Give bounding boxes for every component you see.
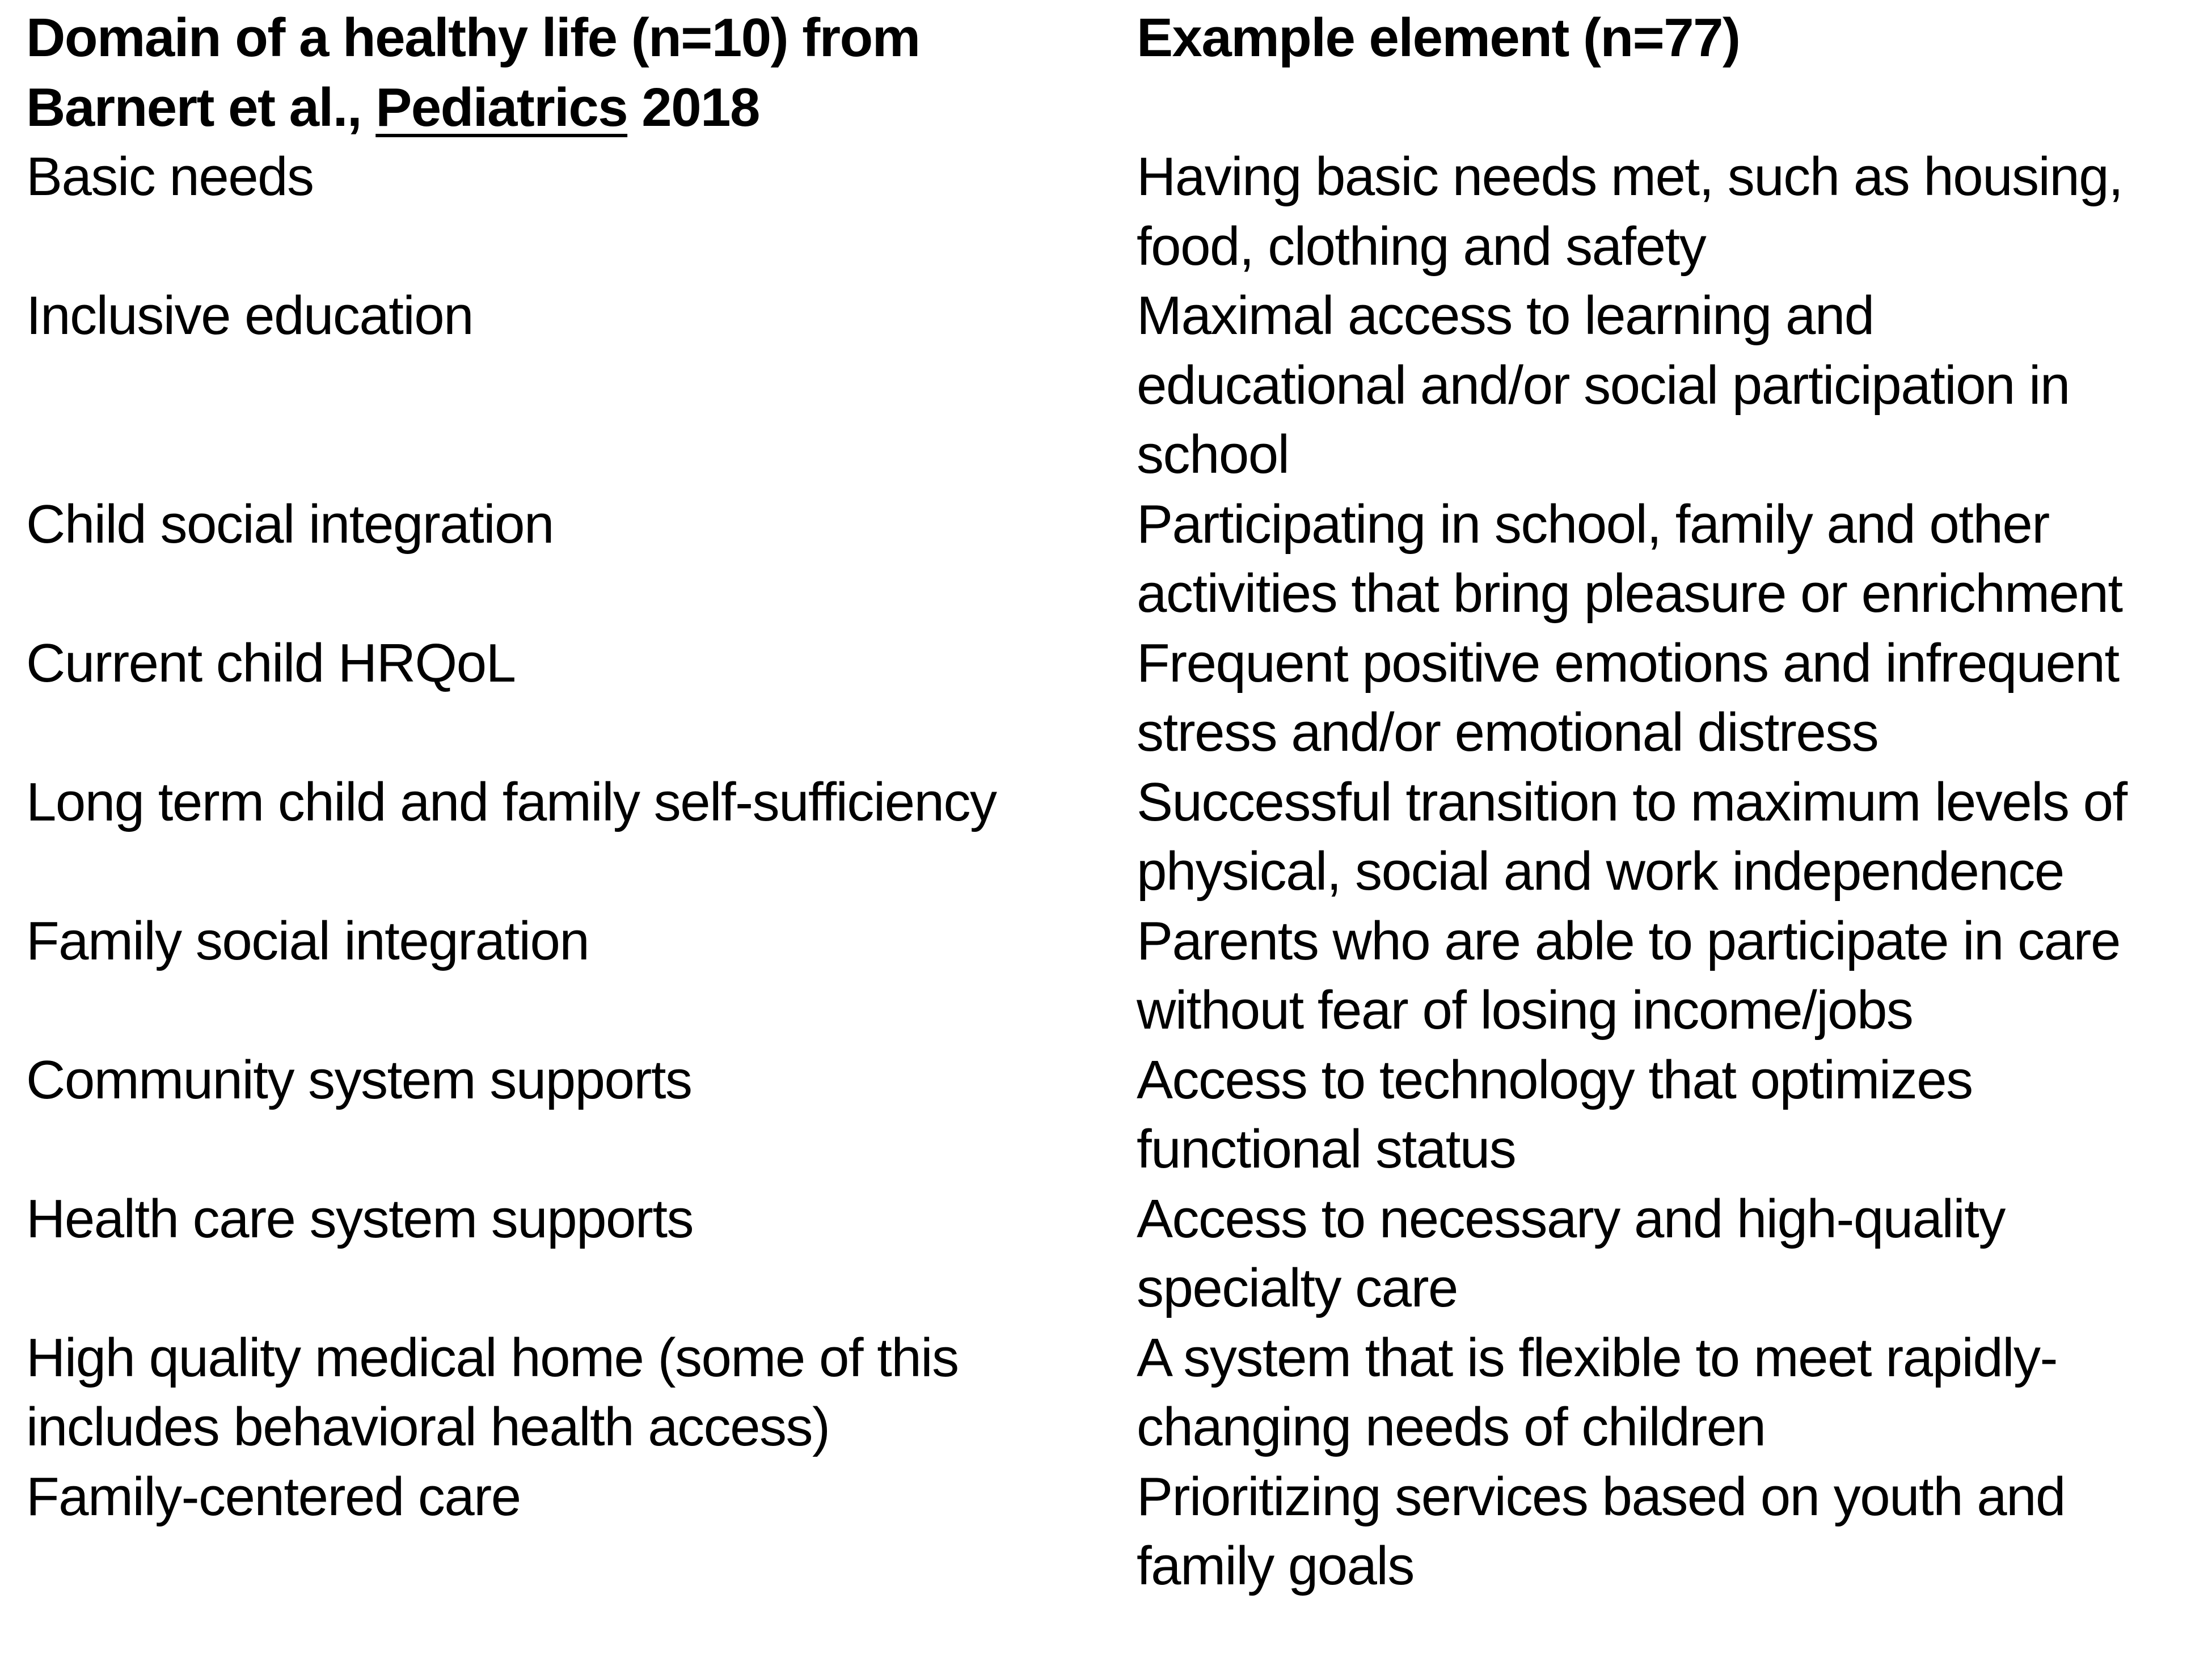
domain-line: High quality medical home (some of this [26,1327,959,1388]
example-line: without fear of losing income/jobs [1137,980,1913,1041]
example-line: Maximal access to learning and [1137,285,1874,346]
example-line: Successful transition to maximum levels of [1137,771,2127,832]
example-cell [1137,1185,2193,1323]
example-line: Frequent positive emotions and infrequent [1137,632,2119,693]
example-cell [1137,1462,2193,1601]
domain-cell [26,281,1137,351]
example-line: Prioritizing services based on youth and [1137,1466,2065,1527]
domain-cell [26,1462,1137,1532]
example-line: physical, social and work independence [1137,841,2064,902]
domain-cell [26,768,1137,838]
example-line: family goals [1137,1536,1414,1596]
domain-cell [26,1323,1137,1462]
table-row [26,142,2193,281]
table-row [26,490,2193,629]
header-example-label: Example element (n=77) [1137,7,1740,68]
example-cell [1137,142,2193,281]
table-row [26,1046,2193,1185]
example-line: food, clothing and safety [1137,215,1706,277]
table-row [26,1462,2193,1601]
domain-line: Family social integration [26,910,589,971]
header-citation-year: 2018 [627,77,759,138]
example-line: activities that bring pleasure or enrichment [1137,563,2122,624]
domain-cell [26,142,1137,212]
header-citation-journal: Pediatrics [375,77,628,138]
domain-line: Child social integration [26,493,554,555]
domain-cell [26,490,1137,560]
example-cell [1137,629,2193,768]
table-row [26,768,2193,907]
example-cell [1137,1046,2193,1185]
example-line: stress and/or emotional distress [1137,702,1878,763]
example-line: Access to necessary and high-quality [1137,1188,2005,1249]
example-cell [1137,1323,2193,1462]
header-citation-authors: Barnert et al., [26,77,376,138]
example-line: A system that is flexible to meet rapidly- [1137,1327,2057,1388]
example-line: Having basic needs met, such as housing, [1137,146,2123,207]
header-domain-column [26,3,1137,142]
domain-line: Community system supports [26,1049,692,1110]
domain-line: Inclusive education [26,285,474,346]
table-row [26,629,2193,768]
domain-line: includes behavioral health access) [26,1397,830,1457]
domain-cell [26,1046,1137,1115]
domain-cell [26,907,1137,976]
domain-cell [26,1185,1137,1254]
domains-table [26,3,2193,1601]
example-line: Participating in school, family and other [1137,493,2049,555]
domain-cell [26,629,1137,699]
table-header-row [26,3,2193,142]
header-domain-line-1: Domain of a healthy life (n=10) from [26,7,920,68]
example-cell [1137,907,2193,1046]
domain-line: Basic needs [26,146,314,207]
table-row [26,1323,2193,1462]
table-row [26,1185,2193,1323]
example-cell [1137,768,2193,907]
example-line: educational and/or social participation in [1137,354,2070,416]
example-line: school [1137,424,1289,485]
example-line: functional status [1137,1119,1516,1179]
header-example-column [1137,3,2193,73]
domain-line: Health care system supports [26,1188,693,1249]
example-line: Access to technology that optimizes [1137,1049,1973,1110]
domain-line: Family-centered care [26,1466,521,1527]
domain-line: Long term child and family self-sufficiency [26,771,997,832]
example-cell [1137,490,2193,629]
table-row [26,281,2193,490]
example-line: changing needs of children [1137,1397,1766,1457]
example-cell [1137,281,2193,490]
header-domain-line-2 [26,73,1137,143]
example-line: Parents who are able to participate in care [1137,910,2120,971]
example-line: specialty care [1137,1258,1458,1318]
table-row [26,907,2193,1046]
domain-line: Current child HRQoL [26,632,516,693]
